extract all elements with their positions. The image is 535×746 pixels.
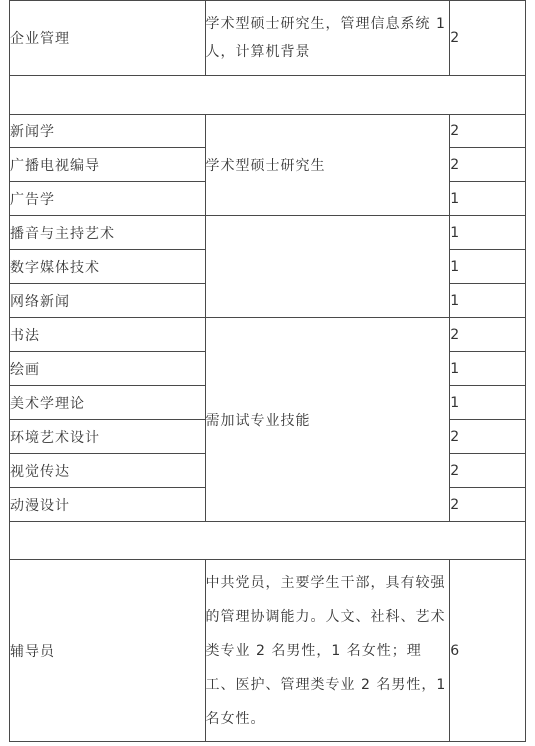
table-row bbox=[10, 318, 526, 352]
requirement-cell: 需加试专业技能 bbox=[205, 318, 450, 522]
requirement-cell-empty bbox=[205, 216, 450, 318]
count-cell: 1 bbox=[450, 352, 526, 386]
major-cell: 数字媒体技术 bbox=[10, 250, 206, 284]
blank-cell bbox=[10, 522, 526, 560]
count-cell: 2 bbox=[450, 318, 526, 352]
count-cell: 2 bbox=[450, 148, 526, 182]
requirement-cell: 学术型硕士研究生 bbox=[205, 115, 450, 216]
count-cell: 2 bbox=[450, 1, 526, 76]
major-cell: 绘画 bbox=[10, 352, 206, 386]
major-cell: 环境艺术设计 bbox=[10, 420, 206, 454]
blank-row bbox=[10, 76, 526, 115]
table-row bbox=[10, 1, 526, 76]
recruitment-table bbox=[9, 0, 526, 742]
count-cell: 1 bbox=[450, 284, 526, 318]
blank-row bbox=[10, 522, 526, 560]
table-row bbox=[10, 560, 526, 742]
major-cell: 新闻学 bbox=[10, 115, 206, 148]
requirement-cell: 中共党员，主要学生干部，具有较强的管理协调能力。人文、社科、艺术类专业 2 名男性，1 名女性；理工、医护、管理类专业 2 名男性，1 名女性。 bbox=[205, 560, 450, 742]
major-cell: 书法 bbox=[10, 318, 206, 352]
major-cell: 辅导员 bbox=[10, 560, 206, 742]
table-row bbox=[10, 115, 526, 148]
blank-cell bbox=[10, 76, 526, 115]
major-cell: 视觉传达 bbox=[10, 454, 206, 488]
major-cell: 企业管理 bbox=[10, 1, 206, 76]
table-row bbox=[10, 216, 526, 250]
count-cell: 1 bbox=[450, 182, 526, 216]
requirement-cell: 学术型硕士研究生，管理信息系统 1 人，计算机背景 bbox=[205, 1, 450, 76]
count-cell: 1 bbox=[450, 250, 526, 284]
count-cell: 2 bbox=[450, 115, 526, 148]
major-cell: 广播电视编导 bbox=[10, 148, 206, 182]
count-cell: 6 bbox=[450, 560, 526, 742]
major-cell: 播音与主持艺术 bbox=[10, 216, 206, 250]
major-cell: 广告学 bbox=[10, 182, 206, 216]
count-cell: 1 bbox=[450, 216, 526, 250]
major-cell: 美术学理论 bbox=[10, 386, 206, 420]
count-cell: 2 bbox=[450, 420, 526, 454]
count-cell: 2 bbox=[450, 488, 526, 522]
count-cell: 1 bbox=[450, 386, 526, 420]
major-cell: 网络新闻 bbox=[10, 284, 206, 318]
major-cell: 动漫设计 bbox=[10, 488, 206, 522]
count-cell: 2 bbox=[450, 454, 526, 488]
